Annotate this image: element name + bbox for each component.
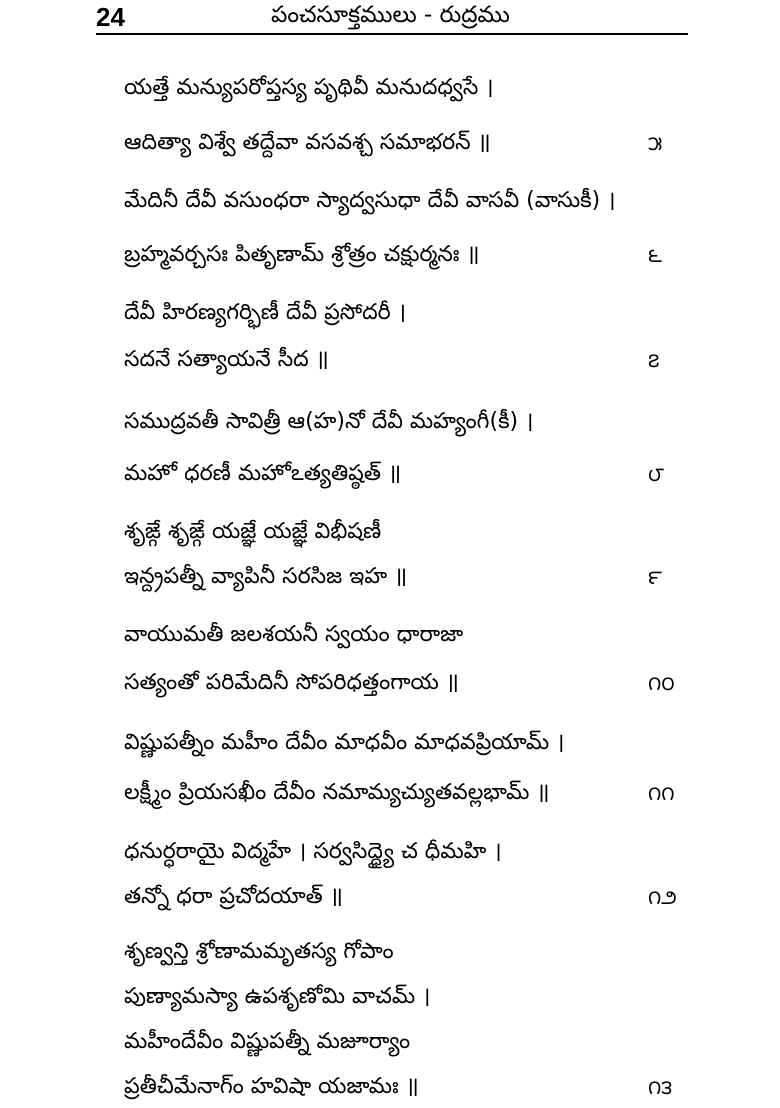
verse-line: ఇన్ద్రపత్నీ వ్యాపినీ సరసిజ ఇహ ॥: [124, 564, 408, 589]
verse-line: బ్రహ్మవర్చసః పితృణామ్ శ్రోత్రం చక్షుర్మనః ॥: [124, 242, 480, 267]
verse-number: ౧౦: [648, 671, 675, 695]
verse-line: శృణ్వన్తి శ్రోణామమృతస్య గోపాం: [124, 939, 394, 964]
verse-number: ౧౧: [648, 781, 675, 805]
verse-line: ప్రతీచీమేనాగ్ం హవిషా యజామః ॥: [124, 1074, 419, 1099]
verse-number: ౧౩: [648, 1075, 673, 1099]
verse-line: దేవీ హిరణ్యగర్భిణీ దేవీ ప్రసోదరీ ।: [124, 300, 407, 325]
verse-line: సముద్రవతీ సావిత్రీ ఆ(హ)నో దేవీ మహ్యంగీ(కీ) ।: [124, 409, 534, 434]
verse-line: వాయుమతీ జలశయనీ స్వయం ధారాజా: [124, 622, 464, 647]
verse-line: తన్నో ధరా ప్రచోదయాత్ ॥: [124, 884, 343, 909]
verse-line: సదనే సత్యాయనే సీద ॥: [124, 347, 329, 372]
verse-number: ౭: [648, 348, 660, 372]
verse-number: ౧౨: [648, 885, 677, 909]
verse-line: లక్ష్మీం ప్రియసఖీం దేవీం నమామ్యచ్యుతవల్లభామ్ ॥: [124, 780, 550, 805]
verse-number: ౮: [648, 462, 665, 486]
verse-number: ౫: [648, 131, 663, 155]
verse-line: ధనుర్ధరాయై విద్మహే । సర్వసిద్ధ్యై చ ధీమహి ।: [124, 839, 502, 864]
verse-line: మేదినీ దేవీ వసుంధరా స్యాద్వసుధా దేవీ వాసవీ (వాసుకీ) ।: [124, 188, 616, 213]
verse-line: ఆదిత్యా విశ్వే తద్దేవా వసవశ్చ సమాభరన్ ॥: [124, 130, 491, 155]
running-title: పంచసూక్తములు - రుద్రము: [271, 2, 510, 28]
verse-line: పుణ్యామస్యా ఉపశృణోమి వాచమ్ ।: [124, 984, 431, 1009]
verse-line: మహో ధరణీ మహోఽత్యతిష్ఠత్ ॥: [124, 461, 402, 486]
verse-number: ౯: [648, 565, 662, 589]
verse-line: మహీందేవీం విష్ణుపత్నీ మజూర్యాం: [124, 1029, 411, 1054]
verse-line: సత్యంతో పరిమేదినీ సోపరిధత్తంగాయ ॥: [124, 670, 459, 695]
page-number: 24: [96, 2, 125, 32]
verse-number: ౬: [648, 243, 662, 267]
verse-line: విష్ణుపత్నీం మహీం దేవీం మాధవీం మాధవప్రియామ్ ।: [124, 730, 565, 755]
verse-line: శృఙ్గే శృఙ్గే యజ్ఞే యజ్ఞే విభీషణీ: [124, 519, 382, 544]
verse-line: యత్తే మన్యుపరోప్తస్య పృథివీ మనుదధ్వసే ।: [124, 75, 494, 100]
